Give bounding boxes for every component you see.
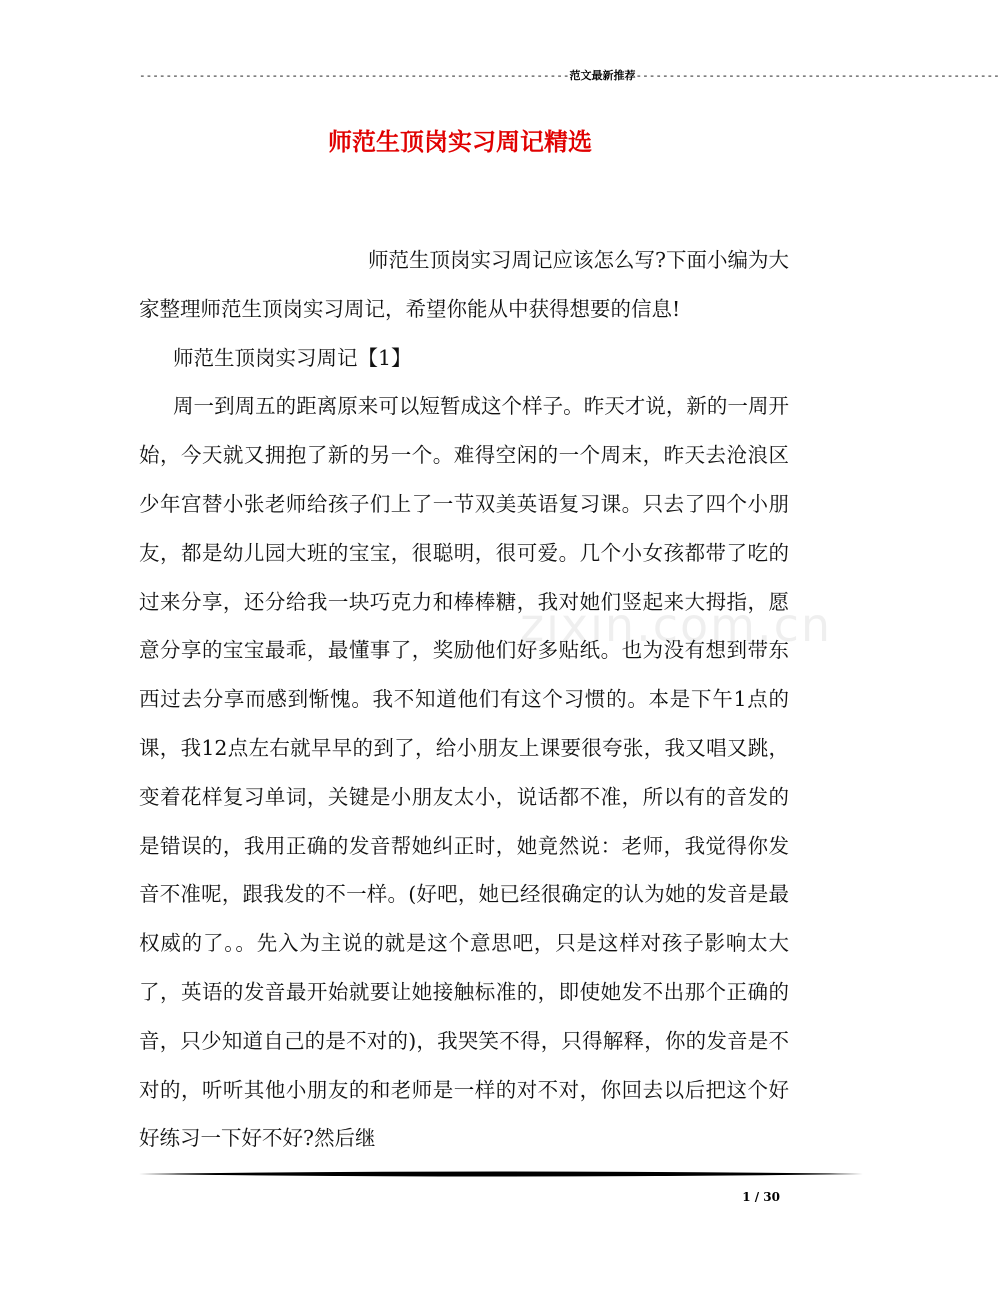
page-number: 1 / 30	[742, 1190, 780, 1204]
header-dashes-left: -----------------------------------------------------------------	[139, 69, 570, 82]
intro-paragraph: 师范生顶岗实习周记应该怎么写?下面小编为大家整理师范生顶岗实习周记，希望你能从中获得想要的信息!	[139, 248, 789, 321]
header-label: 范文最新推荐	[569, 69, 636, 82]
footer-rule	[139, 1170, 863, 1178]
page-header	[139, 66, 1000, 86]
section-heading: 师范生顶岗实习周记【1】	[173, 345, 412, 370]
watermark: zixin.com.cn	[520, 598, 833, 652]
body-paragraph: 周一到周五的距离原来可以短暂成这个样子。昨天才说，新的一周开始，今天就又拥抱了新的另一个。难得空闲的一个周末，昨天去沧浪区少年宫替小张老师给孩子们上了一节双美英语复习课。只去了四个小朋友，都是幼儿园大班的宝宝，很聪明，很可爱。几个小女孩都带了吃的过来分享，还分给我一块巧克力和棒棒糖，我对她们竖起来大拇指，愿意分享的宝宝最乖，最懂事了，奖励他们好多贴纸。也为没有想到带东西过去分享而感到惭愧。我不知道他们有这个习惯的。本是下午1点的课，我12点左右就早早的到了，给小朋友上课要很夸张，我又唱又跳，变着花样复习单词，关键是小朋友太小，说话都不准，所以有的音发的是错误的，我用正确的发音帮她纠正时，她竟然说：老师，我觉得你发音不准呢，跟我发的不一样。(好吧，她已经很确定的认为她的发音是最权威的了。。先入为主说的就是这个意思吧，只是这样对孩子影响太大了，英语的发音最开始就要让她接触标准的，即使她发不出那个正确的音，只少知道自己的是不对的)，我哭笑不得，只得解释，你的发音是不对的，听听其他小朋友的和老师是一样的对不对，你回去以后把这个好好练习一下好不好?然后继	[139, 394, 789, 1151]
document-body	[139, 236, 789, 1163]
header-dashes-right: -------------------------------------------------------	[635, 69, 1000, 82]
document-title: 师范生顶岗实习周记精选	[328, 127, 592, 156]
